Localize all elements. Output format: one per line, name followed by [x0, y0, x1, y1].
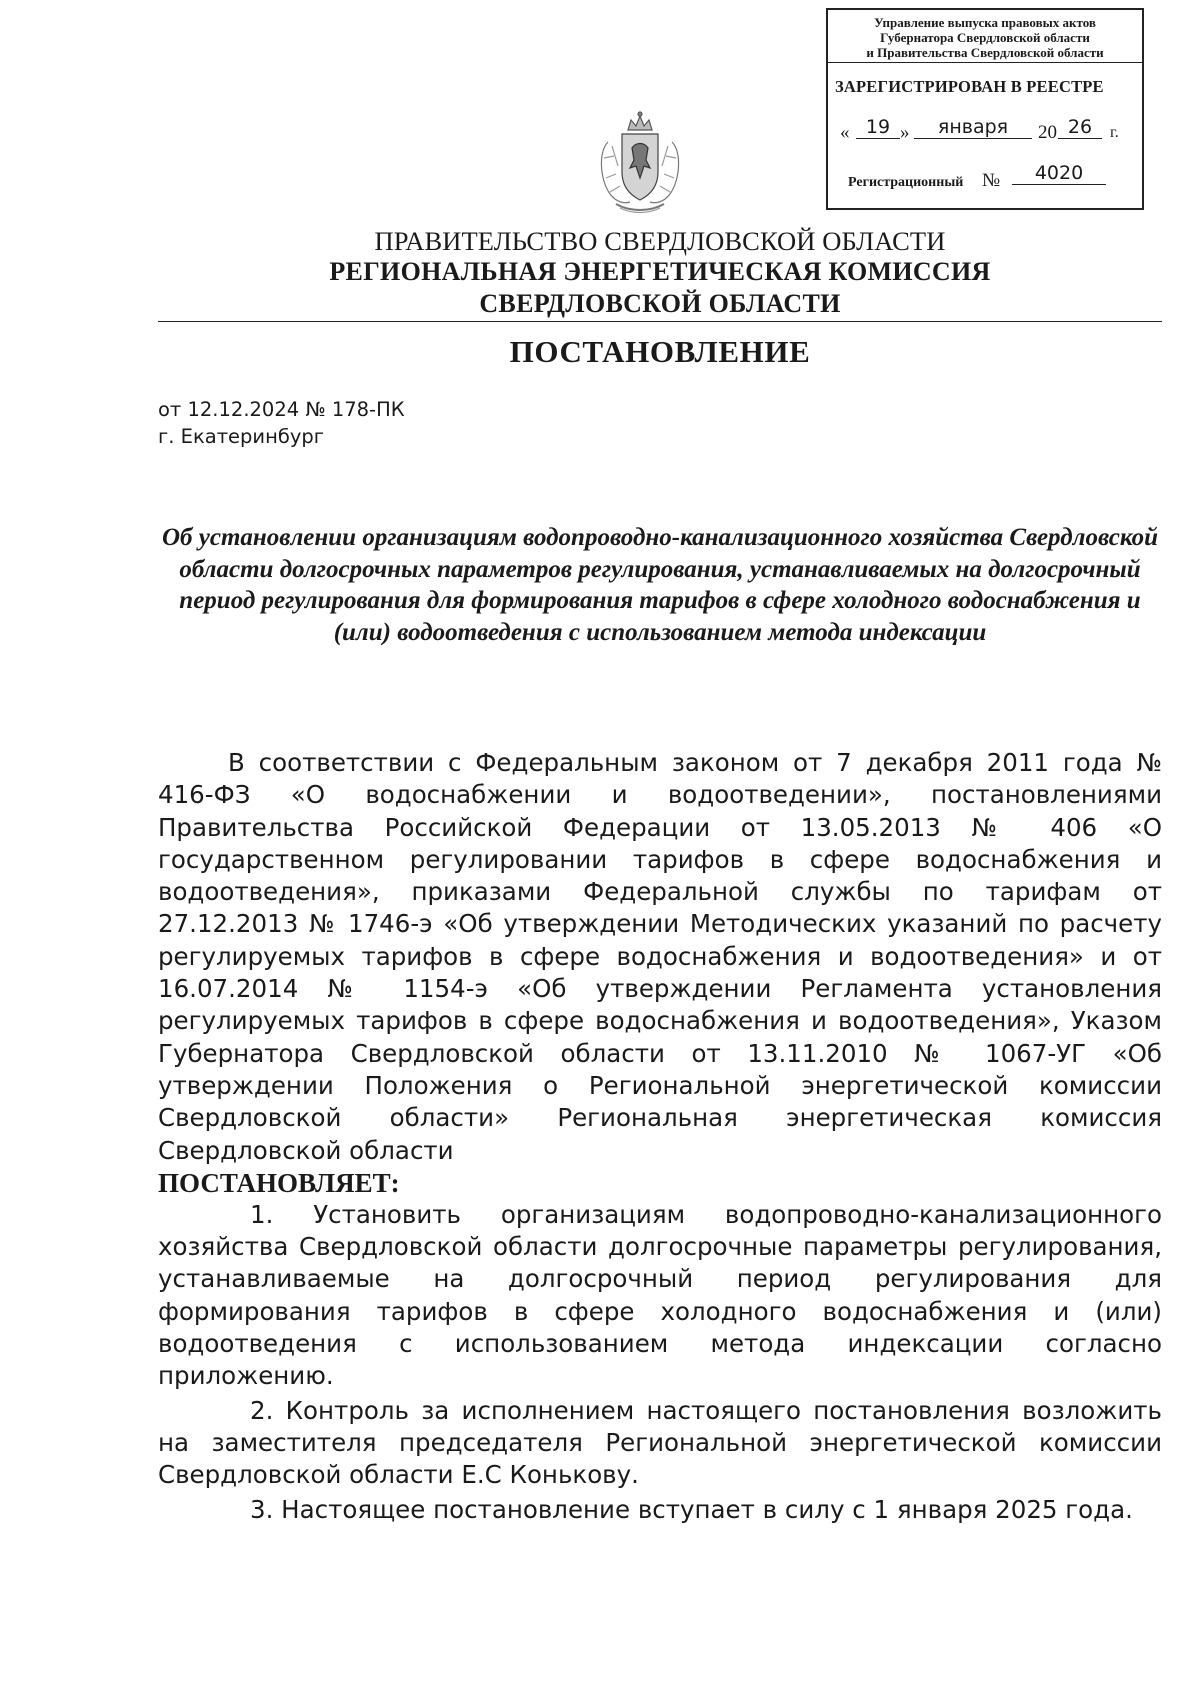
document-city: г. Екатеринбург — [158, 425, 325, 448]
header-divider — [158, 321, 1162, 322]
government-name: ПРАВИТЕЛЬСТВО СВЕРДЛОВСКОЙ ОБЛАСТИ — [374, 226, 946, 256]
resolves-heading: ПОСТАНОВЛЯЕТ: — [158, 1167, 400, 1198]
commission-name-line1: РЕГИОНАЛЬНАЯ ЭНЕРГЕТИЧЕСКАЯ КОМИССИЯ — [329, 257, 991, 286]
coat-of-arms-icon — [590, 108, 690, 216]
stamp-quote-close: » — [900, 122, 910, 143]
stamp-year-prefix: 20 — [1038, 122, 1057, 143]
stamp-reg-label: Регистрационный — [848, 175, 964, 190]
stamp-num-sign: № — [982, 170, 1001, 191]
stamp-header-line: и Правительства Свердловской области — [866, 45, 1104, 60]
stamp-year-abbr: г. — [1110, 124, 1119, 141]
stamp-year-suffix: 26 — [1058, 116, 1102, 139]
stamp-date-row — [834, 116, 1136, 150]
stamp-header — [828, 10, 1142, 63]
resolution-item-3: 3. Настоящее постановление вступает в силу с 1 января 2025 года. — [250, 1494, 1133, 1524]
stamp-quote-open: « — [840, 122, 850, 143]
registration-stamp — [826, 8, 1144, 210]
resolution-item-1: 1. Установить организациям водопроводно-канализационного хозяйства Свердловской области долгосрочные параметры регулирования, устанавливаемые на долгосрочный период регулирования для формирования тарифов в сфере холодного водоснабжения и (или) водоотведения с использованием метода индексации согласно приложению. — [158, 1199, 1162, 1391]
stamp-header-line: Губернатора Свердловской области — [880, 30, 1090, 45]
stamp-month: января — [914, 116, 1032, 139]
document-type: ПОСТАНОВЛЕНИЕ — [509, 334, 811, 369]
stamp-reg-number: 4020 — [1012, 162, 1106, 185]
stamp-header-line: Управление выпуска правовых актов — [874, 15, 1096, 30]
preamble-paragraph: В соответствии с Федеральным законом от 7 декабря 2011 года № 416-ФЗ «О водоснабжении и водоотведении», постановлениями Правительства Российской Федерации от 13.05.2013 № 406 «О государственном регулировании тарифов в сфере водоснабжения и водоотведения», приказами Федеральной службы по тарифам от 27.12.2013 № 1746-э «Об утверждении Методических указаний по расчету регулируемых тарифов в сфере водоснабжения и водоотведения» и от 16.07.2014 № 1154-э «Об утверждении Регламента установления регулируемых тарифов в сфере водоснабжения и водоотведения», Указом Губернатора Свердловской области от 13.11.2010 № 1067-УГ «Об утверждении Положения о Региональной энергетической комиссии Свердловской области» Региональная энергетическая комиссия Свердловской области — [158, 748, 1162, 1165]
stamp-day: 19 — [856, 116, 900, 139]
document-title: Об установлении организациям водопроводно-канализационного хозяйства Свердловской области долгосрочных параметров регулирования, устанавливаемых на долгосрочный период регулирования для формирования тарифов в сфере холодного водоснабжения и (или) водоотведения с использованием метода индексации — [161, 524, 1159, 646]
document-date-number: от 12.12.2024 № 178-ПК — [158, 398, 405, 421]
stamp-registered-label: ЗАРЕГИСТРИРОВАН В РЕЕСТРЕ — [835, 77, 1104, 96]
document-body — [158, 747, 1162, 1526]
stamp-number-row — [848, 162, 1136, 198]
commission-name-line2: СВЕРДЛОВСКОЙ ОБЛАСТИ — [479, 289, 841, 318]
resolution-item-2: 2. Контроль за исполнением настоящего постановления возложить на заместителя председателя Региональной энергетической комиссии Свердловской области Е.С Конькову. — [158, 1395, 1162, 1490]
